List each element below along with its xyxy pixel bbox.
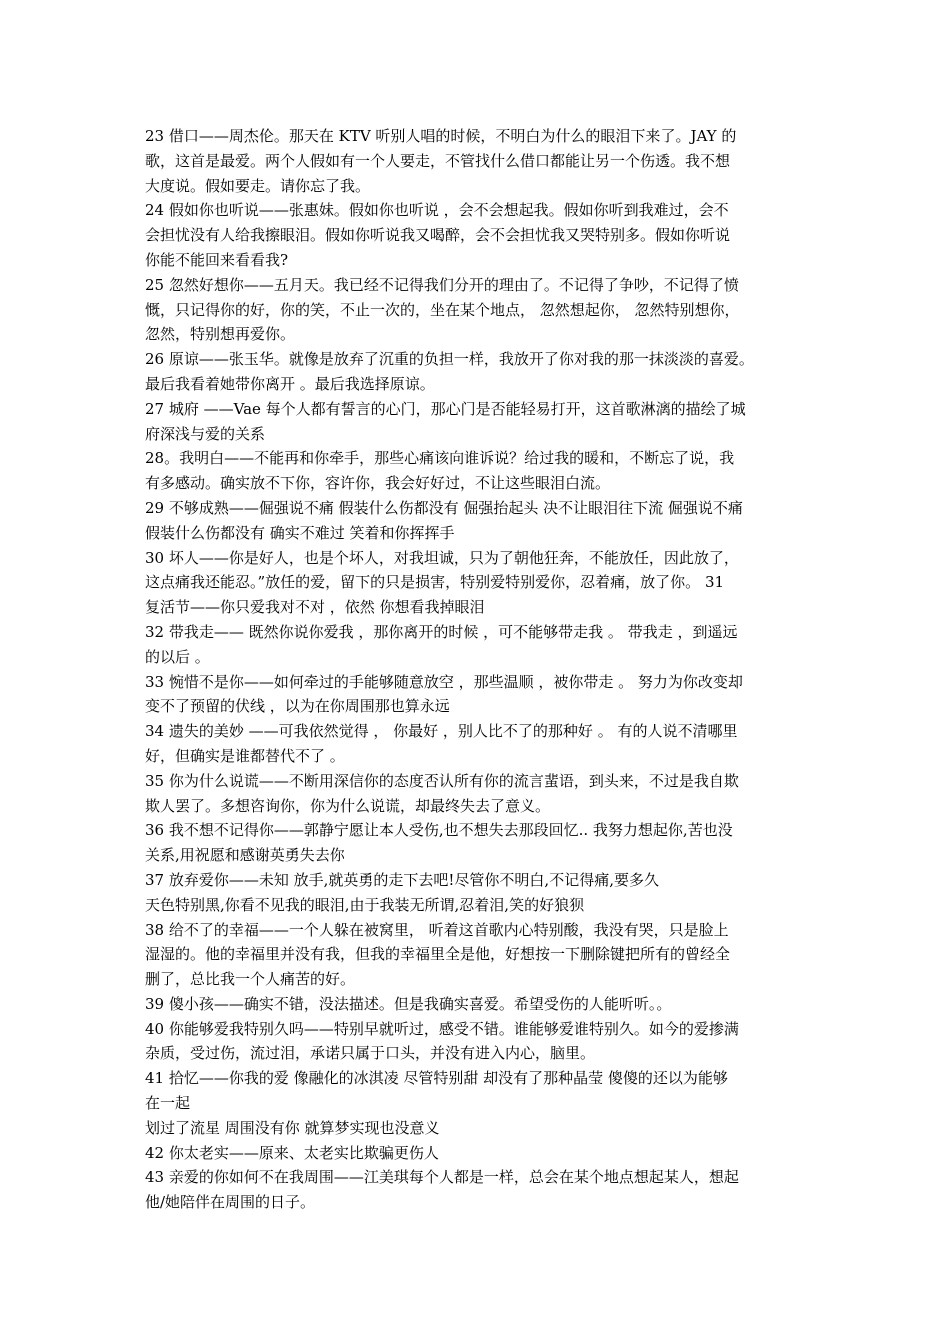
text-line: 33 惋惜不是你——如何牵过的手能够随意放空 ，那些温顺 ，被你带走 。 努力为你改变却 [145, 672, 743, 691]
text-line: 欺人罢了。多想咨询你，你为什么说谎，却最终失去了意义。 [145, 796, 551, 815]
text-line: 天色特别黑,你看不见我的眼泪,由于我装无所谓,忍着泪,笑的好狼狈 [145, 895, 585, 914]
text-line: 假装什么伤都没有 确实不难过 笑着和你挥挥手 [145, 523, 455, 542]
text-line: 25 忽然好想你——五月天。我已经不记得我们分开的理由了。不记得了争吵，不记得了愤 [145, 275, 739, 294]
text-line: 复活节——你只爱我对不对 ，依然 你想看我掉眼泪 [145, 598, 485, 617]
text-line: 39 傻小孩——确实不错，没法描述。但是我确实喜爱。希望受伤的人能听听。。 [145, 994, 672, 1013]
text-line: 34 遗失的美妙 ——可我依然觉得 ， 你最好 ，别人比不了的那种好 。 有的人说不清哪里 [145, 722, 738, 741]
text-line: 湿湿的。他的幸福里并没有我，但我的幸福里全是他，好想按一下删除键把所有的曾经全 [145, 945, 731, 964]
text-line: 28。我明白——不能再和你牵手，那些心痛该向谁诉说？给过我的暖和，不断忘了说，我 [145, 449, 735, 468]
text-line: 杂质，受过伤，流过泪，承诺只属于口头，并没有进入内心，脑里。 [145, 1044, 596, 1063]
text-line: 32 带我走—— 既然你说你爱我 ，那你离开的时候 ，可不能够带走我 。 带我走 ，到遥远 [145, 622, 738, 641]
text-line: 你能不能回来看看我? [145, 250, 289, 269]
text-line: 会担忧没有人给我擦眼泪。假如你听说我又喝醉，会不会担忧我又哭特别多。假如你听说 [145, 226, 731, 245]
text-line: 在一起 [145, 1094, 191, 1113]
text-line: 26 原谅——张玉华。就像是放弃了沉重的负担一样，我放开了你对我的那一抹淡淡的喜爱。 [145, 350, 754, 369]
text-line: 最后我看着她带你离开 。最后我选择原谅。 [145, 374, 435, 393]
text-line: 慨，只记得你的好，你的笑，不止一次的，坐在某个地点， 忽然想起你， 忽然特别想你， [145, 300, 740, 319]
text-line: 好，但确实是谁都替代不了 。 [145, 746, 345, 765]
text-line: 38 给不了的幸福——一个人躲在被窝里， 听着这首歌内心特别酸，我没有哭，只是脸上 [145, 920, 729, 939]
text-line: 30 坏人——你是好人，也是个坏人，对我坦诚，只为了朝他狂奔，不能放任，因此放了， [145, 548, 739, 567]
text-line: 划过了流星 周围没有你 就算梦实现也没意义 [145, 1118, 440, 1137]
text-line: 有多感动。确实放不下你，容许你，我会好好过，不让这些眼泪白流。 [145, 474, 611, 493]
text-line: 41 拾忆——你我的爱 像融化的冰淇凌 尽管特别甜 却没有了那种晶莹 傻傻的还以为能够 [145, 1069, 728, 1088]
text-line: 29 不够成熟——倔强说不痛 假装什么伤都没有 倔强抬起头 决不让眼泪往下流 倔强说不痛 [145, 498, 743, 517]
text-line: 变不了预留的伏线 ，以为在你周围那也算永远 [145, 697, 450, 716]
text-line: 40 你能够爱我特别久吗——特别早就听过，感受不错。谁能够爱谁特别久。如今的爱掺满 [145, 1019, 739, 1038]
text-line: 24 假如你也听说——张惠妹。假如你也听说 ，会不会想起我。假如你听到我难过，会不 [145, 201, 729, 220]
text-line: 府深浅与爱的关系 [145, 424, 266, 443]
text-line: 大度说。假如要走。请你忘了我。 [145, 176, 371, 195]
text-line: 歌，这首是最爱。两个人假如有一个人要走，不管找什么借口都能让另一个伤透。我不想 [145, 151, 731, 170]
text-line: 27 城府 ——Vae 每个人都有誓言的心门，那心门是否能轻易打开，这首歌淋漓的描绘了城 [145, 399, 746, 418]
text-line: 关系,用祝愿和感谢英勇失去你 [145, 846, 345, 865]
text-line: 的以后 。 [145, 647, 210, 666]
text-line: 这点痛我还能忍。”放任的爱，留下的只是损害，特别爱特别爱你，忍着痛，放了你。 31 [145, 573, 725, 592]
text-line: 23 借口——周杰伦。那天在 KTV 听别人唱的时候，不明白为什么的眼泪下来了。JAY 的 [145, 127, 737, 145]
text-line: 忽然，特别想再爱你。 [145, 325, 296, 344]
text-line: 删了，总比我一个人痛苦的好。 [145, 970, 356, 989]
text-line: 43 亲爱的你如何不在我周围——江美琪每个人都是一样，总会在某个地点想起某人，想起 [145, 1168, 739, 1187]
text-line: 42 你太老实——原来、太老实比欺骗更伤人 [145, 1143, 439, 1162]
text-line: 35 你为什么说谎——不断用深信你的态度否认所有你的流言蜚语，到头来，不过是我自欺 [145, 771, 739, 790]
document-body [145, 124, 810, 1215]
text-line: 他/她陪伴在周围的日子。 [145, 1193, 316, 1212]
text-line: 37 放弃爱你——未知 放手,就英勇的走下去吧!尽管你不明白,不记得痛,要多久 [145, 870, 659, 889]
text-line: 36 我不想不记得你——郭静宁愿让本人受伤,也不想失去那段回忆.. 我努力想起你,苦也没 [145, 821, 733, 840]
